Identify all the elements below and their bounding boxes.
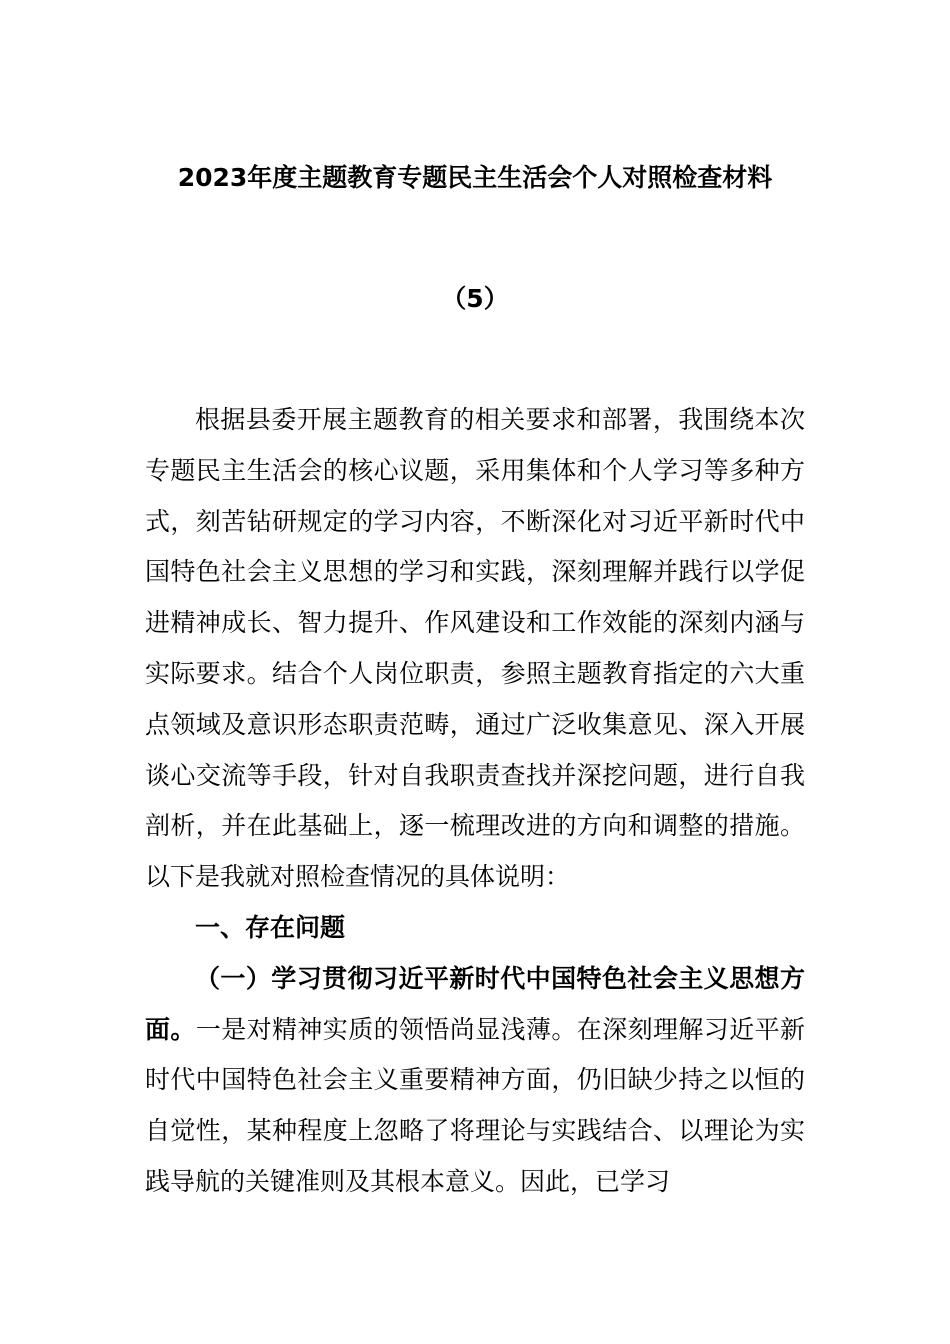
intro-paragraph: 根据县委开展主题教育的相关要求和部署，我围绕本次专题民主生活会的核心议题，采用集体和个人学习等多种方式，刻苦钻研规定的学习内容，不断深化对习近平新时代中国特色社会主义思想的学习和实践，深刻理解并践行以学促进精神成长、智力提升、作风建设和工作效能的深刻内涵与实际要求。结合个人岗位职责，参照主题教育指定的六大重点领域及意识形态职责范畴，通过广泛收集意见、深入开展谈心交流等手段，针对自我职责查找并深挖问题，进行自我剖析，并在此基础上，逐一梳理改进的方向和调整的措施。以下是我就对照检查情况的具体说明：	[145, 405, 805, 892]
section-heading: 一、存在问题	[195, 912, 346, 942]
document-subtitle: （5）	[441, 284, 509, 313]
subsection-text: 一是对精神实质的领悟尚显浅薄。在深刻理解习近平新时代中国特色社会主义重要精神方面，仍旧缺少持之以恒的自觉性，某种程度上忽略了将理论与实践结合、以理论为实践导航的关键准则及其根本意义。因此，已学习	[145, 1014, 805, 1196]
document-body	[145, 395, 805, 1208]
subsection-heading: （一）学习贯彻习近平新时代中国特色社会主义思想方面。	[145, 963, 805, 1044]
subsection-paragraph	[145, 954, 805, 1208]
document-title: 2023年度主题教育专题民主生活会个人对照检查材料	[177, 163, 773, 192]
